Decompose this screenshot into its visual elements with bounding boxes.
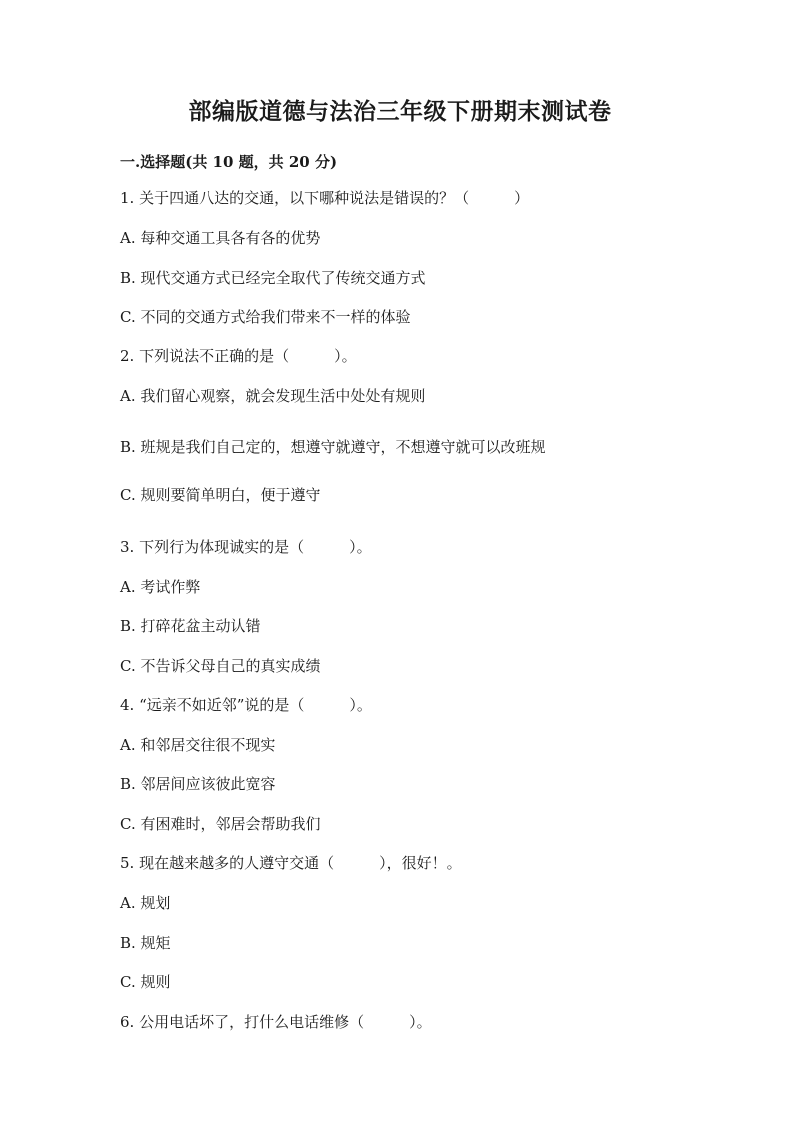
section-heading: 一.选择题(共 10 题，共 20 分) <box>120 153 338 171</box>
question-option: A. 和邻居交往很不现实 <box>120 736 276 754</box>
question-option: B. 规矩 <box>120 934 171 952</box>
question-option: C. 不告诉父母自己的真实成绩 <box>120 657 321 675</box>
question-option: C. 不同的交通方式给我们带来不一样的体验 <box>120 308 411 326</box>
question-option: A. 规划 <box>120 894 171 912</box>
question-option: B. 打碎花盆主动认错 <box>120 617 261 635</box>
question-stem: 6. 公用电话坏了，打什么电话维修（ ）。 <box>120 1013 432 1031</box>
question-option: A. 每种交通工具各有各的优势 <box>120 229 321 247</box>
question-option: C. 规则 <box>120 973 171 991</box>
question-option: A. 我们留心观察，就会发现生活中处处有规则 <box>120 387 426 405</box>
question-stem: 1. 关于四通八达的交通，以下哪种说法是错误的？（ ） <box>120 189 530 207</box>
question-stem: 3. 下列行为体现诚实的是（ ）。 <box>120 538 372 556</box>
exam-title: 部编版道德与法治三年级下册期末测试卷 <box>188 98 612 125</box>
question-stem: 4. “远亲不如近邻”说的是（ ）。 <box>120 696 372 714</box>
question-option: B. 现代交通方式已经完全取代了传统交通方式 <box>120 269 426 287</box>
question-option: C. 有困难时，邻居会帮助我们 <box>120 815 321 833</box>
question-option: C. 规则要简单明白，便于遵守 <box>120 486 321 504</box>
question-stem: 2. 下列说法不正确的是（ ）。 <box>120 347 357 365</box>
question-option: B. 班规是我们自己定的，想遵守就遵守，不想遵守就可以改班规 <box>120 438 546 456</box>
question-stem: 5. 现在越来越多的人遵守交通（ ），很好！。 <box>120 854 462 872</box>
question-option: B. 邻居间应该彼此宽容 <box>120 775 276 793</box>
question-option: A. 考试作弊 <box>120 578 201 596</box>
